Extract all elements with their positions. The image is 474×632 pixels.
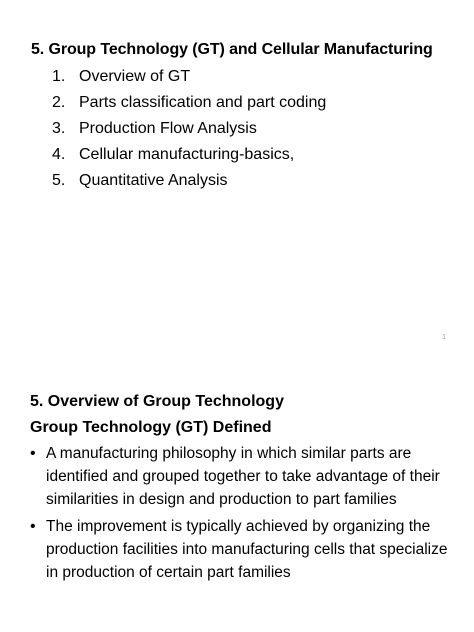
item-number: 4. [52, 146, 66, 163]
topic-list [52, 64, 326, 194]
bullet-icon: • [30, 445, 36, 462]
item-text: Parts classification and part coding [79, 94, 327, 111]
list-item [52, 90, 326, 116]
slide-title: 5. Overview of Group Technology [30, 393, 284, 410]
item-text: Cellular manufacturing-basics, [79, 146, 295, 163]
bullet-list [30, 442, 450, 588]
item-number: 3. [52, 120, 66, 137]
bullet-text: The improvement is typically achieved by organizing the production facilities into manufacturing cells that specialize in production of certain part families [46, 518, 448, 581]
slide-2 [0, 380, 474, 632]
list-item [52, 116, 326, 142]
item-number: 5. [52, 172, 66, 189]
bullet-text: A manufacturing philosophy in which similar parts are identified and grouped together to take advantage of their similarities in design and production to part families [46, 445, 440, 508]
list-item [52, 142, 326, 168]
slide-title: 5. Group Technology (GT) and Cellular Manufacturing [31, 41, 433, 58]
item-number: 2. [52, 94, 66, 111]
section-heading: Group Technology (GT) Defined [30, 419, 272, 436]
item-number: 1. [52, 68, 66, 85]
list-item [52, 168, 326, 194]
item-text: Quantitative Analysis [79, 172, 228, 189]
page-number: 1 [442, 334, 446, 341]
item-text: Production Flow Analysis [79, 120, 257, 137]
bullet-item [30, 515, 450, 584]
list-item [52, 64, 326, 90]
bullet-icon: • [30, 518, 36, 535]
item-text: Overview of GT [79, 68, 191, 85]
bullet-item [30, 442, 450, 511]
